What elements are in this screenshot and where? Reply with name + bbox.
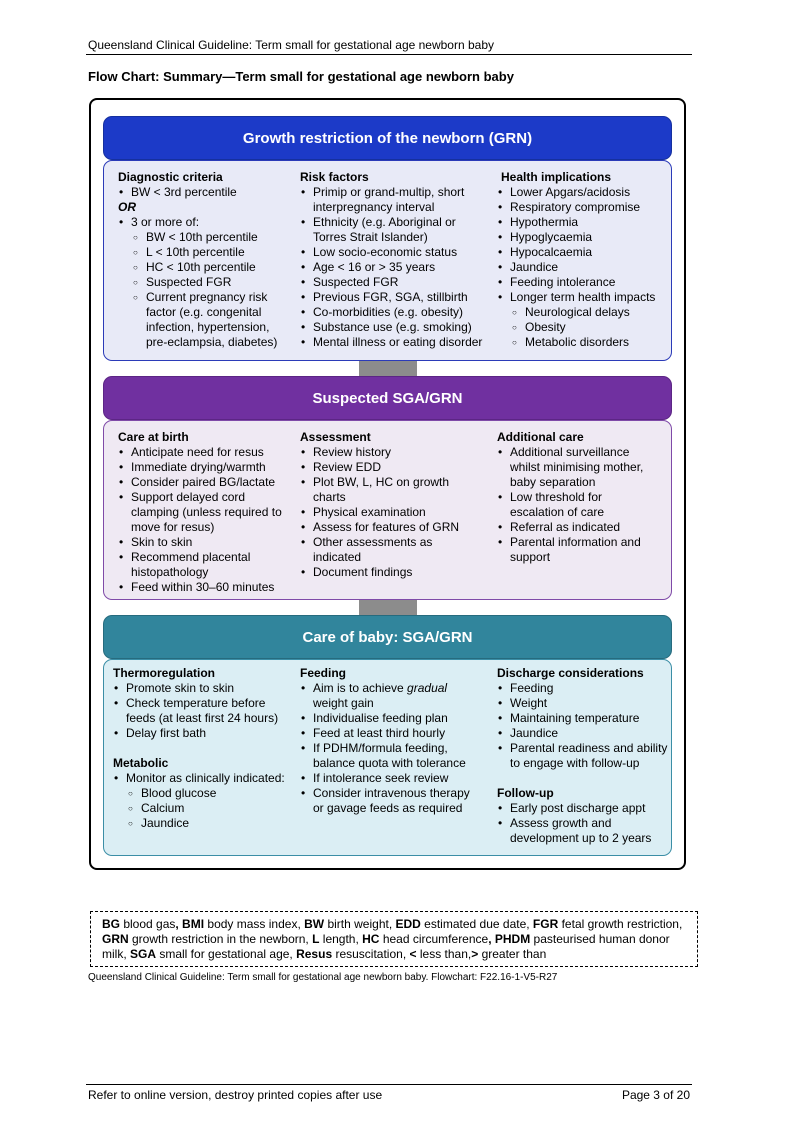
list-item: • Primip or grand-multip, short interpregnancy interval	[300, 185, 490, 215]
feeding-column	[300, 666, 475, 816]
column-heading: Health implications	[501, 170, 612, 184]
list-item: • Previous FGR, SGA, stillbirth	[300, 290, 490, 305]
abbreviation-term: HC	[362, 932, 380, 946]
flow-connector	[359, 361, 417, 376]
list-item: • Longer term health impacts	[497, 290, 669, 305]
abbreviations-box	[90, 911, 698, 967]
abbreviation-term: FGR	[532, 917, 559, 931]
list-item: • Support delayed cord clamping (unless required to move for resus)	[118, 490, 294, 535]
grn-banner: Growth restriction of the newborn (GRN)	[103, 116, 672, 160]
list-item: • Aim is to achieve gradual weight gain	[300, 681, 475, 711]
footer-notice: Refer to online version, destroy printed copies after use	[88, 1088, 383, 1102]
list-item: • Hypocalcaemia	[497, 245, 669, 260]
page-title: Flow Chart: Summary—Term small for gestational age newborn baby	[88, 69, 514, 84]
discharge-considerations-column	[497, 666, 675, 846]
abbreviation-term: Resus	[296, 947, 333, 961]
list-item: • Skin to skin	[118, 535, 294, 550]
abbreviation-definition: body mass index,	[204, 917, 305, 931]
list-item: • Plot BW, L, HC on growth charts	[300, 475, 464, 505]
bullet-list	[113, 771, 293, 831]
sub-list-item: ○ BW < 10th percentile	[118, 230, 294, 245]
list-item: • Anticipate need for resus	[118, 445, 294, 460]
list-item: • Consider paired BG/lactate	[118, 475, 294, 490]
column-heading: Diagnostic criteria	[118, 170, 223, 184]
abbreviation-term: SGA	[130, 947, 157, 961]
abbreviation-definition: length,	[319, 932, 363, 946]
sub-list-item: ○ Jaundice	[113, 816, 293, 831]
column-subheading: Metabolic	[113, 756, 169, 770]
column-heading: Thermoregulation	[113, 666, 216, 680]
additional-care-column	[497, 430, 659, 565]
list-item: • Mental illness or eating disorder	[300, 335, 490, 350]
list-item: • Hypoglycaemia	[497, 230, 669, 245]
sub-list-item: ○ Current pregnancy risk factor (e.g. congenital infection, hypertension, pre-eclampsia, diabetes)	[118, 290, 294, 350]
list-item: • Early post discharge appt	[497, 801, 675, 816]
abbreviation-term: BW	[304, 917, 325, 931]
list-item: • Physical examination	[300, 505, 464, 520]
abbreviation-term: L	[312, 932, 320, 946]
bullet-list	[497, 445, 659, 565]
abbreviation-definition: fetal growth restriction,	[558, 917, 683, 931]
list-item: • Review history	[300, 445, 464, 460]
list-item: • Lower Apgars/acidosis	[497, 185, 669, 200]
health-implications-column	[497, 170, 669, 350]
list-item: • Additional surveillance whilst minimising mother, baby separation	[497, 445, 659, 490]
bullet-list	[300, 445, 464, 580]
list-item: • Parental information and support	[497, 535, 659, 565]
list-item: • Feeding intolerance	[497, 275, 669, 290]
risk-factors-column	[300, 170, 490, 350]
thermoregulation-column	[113, 666, 293, 831]
list-item: • Weight	[497, 696, 675, 711]
abbreviation-term: , BMI	[175, 917, 205, 931]
sub-list-item: ○ Blood glucose	[113, 786, 293, 801]
list-item: • Recommend placental histopathology	[118, 550, 294, 580]
list-item: • Co-morbidities (e.g. obesity)	[300, 305, 490, 320]
abbreviation-definition: resuscitation,	[332, 947, 410, 961]
list-item: • Immediate drying/warmth	[118, 460, 294, 475]
abbreviation-definition: greater than	[478, 947, 547, 961]
abbreviation-definition: head circumference	[379, 932, 489, 946]
sub-list-item: ○ Neurological delays	[497, 305, 669, 320]
sub-list-item: ○ Obesity	[497, 320, 669, 335]
column-heading: Discharge considerations	[497, 666, 644, 680]
assessment-column	[300, 430, 464, 580]
sub-list-item: ○ HC < 10th percentile	[118, 260, 294, 275]
list-item: • Referral as indicated	[497, 520, 659, 535]
abbreviation-definition: blood gas	[120, 917, 176, 931]
column-subheading: Follow-up	[497, 786, 554, 800]
list-item: • BW < 3rd percentile	[118, 185, 294, 200]
list-item: • Feeding	[497, 681, 675, 696]
list-item: • Feed within 30–60 minutes	[118, 580, 294, 595]
running-header: Queensland Clinical Guideline: Term small for gestational age newborn baby	[88, 38, 495, 52]
list-item: • Individualise feeding plan	[300, 711, 475, 726]
bullet-list	[300, 681, 475, 711]
list-item: • Review EDD	[300, 460, 464, 475]
sub-list-item: ○ Suspected FGR	[118, 275, 294, 290]
or-connector: OR	[118, 200, 136, 214]
list-item: • If intolerance seek review	[300, 771, 475, 786]
list-item: • Low socio-economic status	[300, 245, 490, 260]
list-item: • Respiratory compromise	[497, 200, 669, 215]
abbreviation-term: , PHDM	[488, 932, 531, 946]
column-heading: Risk factors	[300, 170, 369, 184]
suspected-sga-banner: Suspected SGA/GRN	[103, 376, 672, 420]
bullet-list	[113, 681, 293, 741]
care-at-birth-column	[118, 430, 294, 595]
abbreviation-term: GRN	[102, 932, 129, 946]
column-heading: Feeding	[300, 666, 347, 680]
column-heading: Care at birth	[118, 430, 189, 444]
list-item: • Other assessments as indicated	[300, 535, 464, 565]
bullet-list	[300, 185, 490, 350]
list-item: • Jaundice	[497, 260, 669, 275]
list-item: • Parental readiness and ability to engage with follow-up	[497, 741, 675, 771]
abbreviation-definition: less than,	[416, 947, 472, 961]
bullet-list	[300, 711, 475, 816]
page-number: Page 3 of 20	[621, 1088, 690, 1102]
list-item: • Consider intravenous therapy or gavage feeds as required	[300, 786, 475, 816]
list-item: • Ethnicity (e.g. Aboriginal or Torres Strait Islander)	[300, 215, 490, 245]
list-item: • Jaundice	[497, 726, 675, 741]
list-item: • Suspected FGR	[300, 275, 490, 290]
abbreviation-definition: birth weight,	[324, 917, 396, 931]
list-item: • Feed at least third hourly	[300, 726, 475, 741]
bullet-list	[497, 801, 675, 846]
bullet-list	[497, 185, 669, 350]
flowchart-caption: Queensland Clinical Guideline: Term small for gestational age newborn baby. Flowchart: F22.16-1-V5-R27	[88, 972, 558, 983]
bullet-list	[118, 185, 294, 350]
list-item: • Monitor as clinically indicated:	[113, 771, 293, 786]
list-item: • Assess for features of GRN	[300, 520, 464, 535]
abbreviation-term: <	[409, 947, 417, 961]
list-item: • Delay first bath	[113, 726, 293, 741]
list-item: • Age < 16 or > 35 years	[300, 260, 490, 275]
abbreviation-definition: pasteurised human donor milk,	[102, 932, 670, 961]
list-item: • Hypothermia	[497, 215, 669, 230]
header-divider	[86, 54, 692, 55]
list-item: • Substance use (e.g. smoking)	[300, 320, 490, 335]
sub-list-item: ○ Calcium	[113, 801, 293, 816]
list-item: • Assess growth and development up to 2 years	[497, 816, 675, 846]
bullet-list	[118, 445, 294, 595]
column-heading: Additional care	[497, 430, 584, 444]
list-item: • If PDHM/formula feeding, balance quota with tolerance	[300, 741, 475, 771]
footer-divider	[86, 1084, 692, 1085]
flow-connector	[359, 600, 417, 615]
abbreviation-definition: small for gestational age,	[156, 947, 297, 961]
list-item: • 3 or more of:	[118, 215, 294, 230]
abbreviation-term: >	[471, 947, 479, 961]
list-item: • Check temperature before feeds (at least first 24 hours)	[113, 696, 293, 726]
abbreviation-definition: estimated due date,	[420, 917, 533, 931]
care-of-baby-banner: Care of baby: SGA/GRN	[103, 615, 672, 659]
sub-list-item: ○ Metabolic disorders	[497, 335, 669, 350]
sub-list-item: ○ L < 10th percentile	[118, 245, 294, 260]
list-item: • Low threshold for escalation of care	[497, 490, 659, 520]
diagnostic-criteria-column	[118, 170, 294, 350]
abbreviation-term: EDD	[395, 917, 421, 931]
bullet-list	[497, 681, 675, 771]
list-item: • Maintaining temperature	[497, 711, 675, 726]
list-item: • Document findings	[300, 565, 464, 580]
column-heading: Assessment	[300, 430, 371, 444]
abbreviation-definition: growth restriction in the newborn,	[128, 932, 313, 946]
list-item: • Promote skin to skin	[113, 681, 293, 696]
abbreviation-term: BG	[102, 917, 120, 931]
